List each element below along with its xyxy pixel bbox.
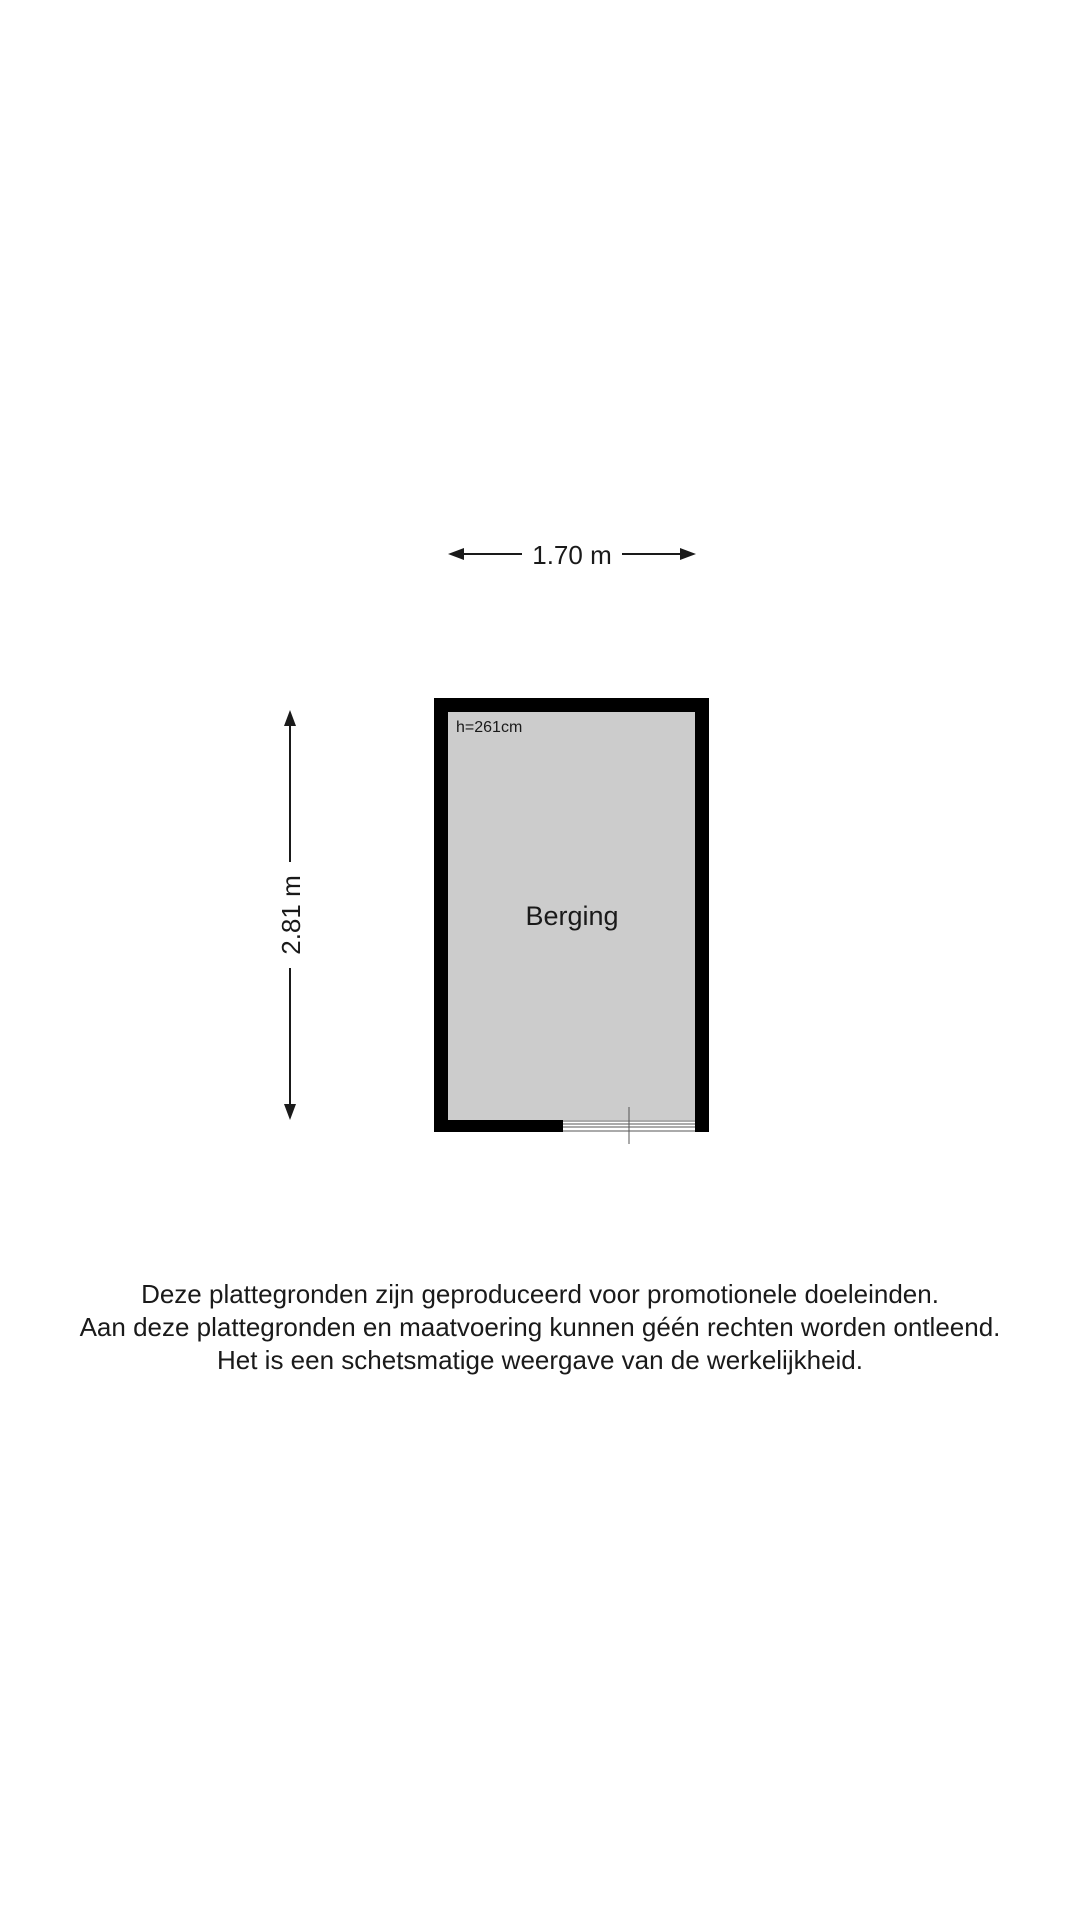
depth-dimension [276,710,306,1120]
width-arrow-right-icon [680,548,696,560]
disclaimer-line-2: Aan deze plattegronden en maatvoering kunnen géén rechten worden ontleend. [79,1312,1001,1342]
room-berging [434,698,709,1144]
width-arrow-left-icon [448,548,464,560]
width-dimension-label: 1.70 m [532,540,612,570]
depth-arrow-top-icon [284,710,296,726]
disclaimer [0,1278,1080,1377]
room-name-label: Berging [525,901,619,931]
disclaimer-line-1: Deze plattegronden zijn geproduceerd voor promotionele doeleinden. [141,1279,939,1309]
room-height-label: h=261cm [456,719,523,736]
depth-arrow-bottom-icon [284,1104,296,1120]
depth-dimension-label: 2.81 m [276,875,306,955]
disclaimer-line-3: Het is een schetsmatige weergave van de werkelijkheid. [216,1345,863,1375]
width-dimension [448,540,696,570]
